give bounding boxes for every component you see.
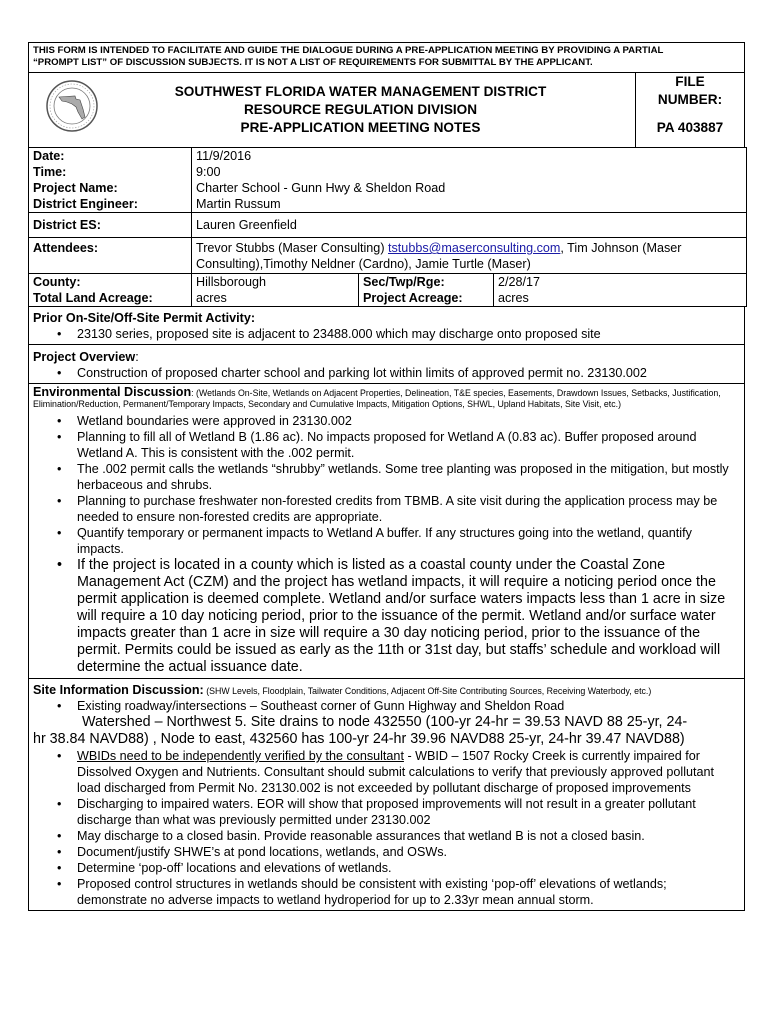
environmental-section [28,384,745,679]
str-label: Sec/Twp/Rge: [359,274,494,291]
list-item: • May discharge to a closed basin. Provide reasonable assurances that wetland B is not a closed basin. [77,828,740,844]
project-overview-title: Project Overview [33,350,136,364]
list-item: • Discharging to impaired waters. EOR will show that proposed improvements will not result in a greater pollutant discharge than what was previously permitted under 23130.002 [77,796,740,828]
list-item: • Planning to fill all of Wetland B (1.86 ac). No impacts proposed for Wetland A (0.83 ac). Buffer proposed around Wetland A. This is consistent with the .002 permit. [77,429,740,461]
project-name-value: Charter School - Gunn Hwy & Sheldon Road [192,180,747,196]
date-value: 11/9/2016 [192,148,747,165]
form-header [28,72,745,147]
environmental-list [33,413,740,676]
wbid-note: WBIDs need to be independently verified by the consultant [77,749,404,763]
site-info-section [28,679,745,911]
file-label-2: NUMBER: [657,92,723,107]
county-value: Hillsborough [192,274,359,291]
watershed-line-2: hr 38.84 NAVD88) , Node to east, 432560 has 100-yr 24-hr 39.96 NAVD88 25-yr, 24-hr 39.47 NAVD88) [33,731,685,747]
engineer-value: Martin Russum [192,196,747,213]
list-item: • Quantify temporary or permanent impacts to Wetland A buffer. If any structures going into the wetland, quantify impacts. [77,525,740,557]
prior-permit-title: Prior On-Site/Off-Site Permit Activity: [33,311,256,325]
title-line-3: PRE-APPLICATION MEETING NOTES [240,120,481,135]
list-item: • Construction of proposed charter school and parking lot within limits of approved permit no. 23130.002 [77,365,740,381]
project-acreage-label: Project Acreage: [359,290,494,307]
site-info-list-1 [33,698,740,714]
es-value: Lauren Greenfield [192,213,747,238]
environmental-title: Environmental Discussion [33,385,192,399]
prior-permit-list [33,326,740,342]
es-label: District ES: [29,213,192,238]
attendee-email-link[interactable]: tstubbs@maserconsulting.com [388,241,561,255]
watershed-line-1: Watershed – Northwest 5. Site drains to node 432550 (100-yr 24-hr = 39.53 NAVD 88 25-yr, 24- [82,714,688,730]
date-label: Date: [29,148,192,165]
str-value: 2/28/17 [494,274,747,291]
time-label: Time: [29,164,192,180]
site-info-list-2 [33,748,740,908]
project-overview-heading [33,349,740,365]
list-item: • The .002 permit calls the wetlands “shrubby” wetlands. Some tree planting was proposed in the mitigation, but mostly herbaceous and shrubs. [77,461,740,493]
site-info-title: Site Information Discussion: [33,683,204,697]
attendees-label: Attendees: [29,238,192,274]
file-number: PA 403887 [656,120,724,135]
title-line-2: RESOURCE REGULATION DIVISION [243,102,478,117]
file-label-1: FILE [675,74,705,89]
list-item: • 23130 series, proposed site is adjacent to 23488.000 which may discharge onto proposed site [77,326,740,342]
site-info-heading [33,682,740,698]
environmental-topics: : (Wetlands On-Site, Wetlands on Adjacent Properties, Delineation, T&E species, Easements, Drawdown Issues, Setbacks, Justification, Elimination/Reduction, Permanent/Temporary Impacts, Secondary and Cumulative Impacts, Mitigation Options, SHWL, Upland Habitats, Site Visit, etc.) [33,388,721,409]
environmental-heading [33,387,740,410]
project-overview-colon: : [135,350,139,364]
list-item: • Existing roadway/intersections – Southeast corner of Gunn Highway and Sheldon Road [77,698,740,714]
notice-line-2: “PROMPT LIST” OF DISCUSSION SUBJECTS. IT IS NOT A LIST OF REQUIREMENTS FOR SUBMITTAL BY THE APPLICANT. [33,57,593,68]
engineer-label: District Engineer: [29,196,192,213]
wbid-item [77,748,740,796]
file-number-box [635,73,744,147]
total-acreage-label: Total Land Acreage: [29,290,192,307]
notice-line-1: THIS FORM IS INTENDED TO FACILITATE AND GUIDE THE DIALOGUE DURING A PRE-APPLICATION MEETING BY PROVIDING A PARTIAL [33,45,664,56]
site-info-topics: (SHW Levels, Floodplain, Tailwater Conditions, Adjacent Off-Site Contributing Sources, Receiving Waterbody, etc.) [203,686,652,696]
czm-notice-item: • If the project is located in a county which is listed as a coastal county under the Coastal Zone Management Act (CZM) and the project has wetland impacts, it will require a noticing period once the permit application is deemed complete. Wetland and/or surface waters impacts less than 1 acre in size will require a 10 day noticing period, prior to the issuance of the permit. Wetland and/or surface water impacts greater than 1 acre in size will require a 30 day noticing period, prior to the issuance of the permit. Permits could be issued as early as the 11th or 31st day, but staffs’ schedule and workload will determine the actual issuance date. [77,557,740,676]
list-item: • Proposed control structures in wetlands should be consistent with existing ‘pop-off’ elevations of wetlands; demonstrate no adverse impacts to wetland hydroperiod for up to 2.33yr mean annual storm. [77,876,740,908]
project-overview-section [28,345,745,384]
attendees-value [192,238,747,274]
watershed-text [33,714,740,748]
project-acreage-value: acres [494,290,747,307]
attendees-text-2: , Tim Johnson (Maser Consulting),Timothy Neldner (Cardno), Jamie Turtle (Maser) [196,241,682,271]
list-item: • Determine ‘pop-off’ locations and elevations of wetlands. [77,860,740,876]
project-name-label: Project Name: [29,180,192,196]
list-item: • Document/justify SHWE’s at pond locations, wetlands, and OSWs. [77,844,740,860]
wbid-detail: - WBID – 1507 Rocky Creek is currently impaired for Dissolved Oxygen and Nutrients. Consultant should submit calculations to verify that previously approved pollutant load discharged from Permit No. 23130.002 is not exceeded by pollutant discharge of proposed improvements [77,749,715,795]
title-line-1: SOUTHWEST FLORIDA WATER MANAGEMENT DISTRICT [174,84,547,99]
district-title [89,83,632,137]
list-item: • Planning to purchase freshwater non-forested credits from TBMB. A site visit during the application process may be needed to ensure non-forested credits are appropriate. [77,493,740,525]
total-acreage-value: acres [192,290,359,307]
form-notice [28,42,745,72]
meeting-info-table [28,147,747,307]
list-item: • Wetland boundaries were approved in 23130.002 [77,413,740,429]
time-value: 9:00 [192,164,747,180]
project-overview-list [33,365,740,381]
prior-permit-section [28,307,745,345]
county-label: County: [29,274,192,291]
attendees-text-1: Trevor Stubbs (Maser Consulting) [196,241,389,255]
meeting-notes-form [28,42,745,1024]
